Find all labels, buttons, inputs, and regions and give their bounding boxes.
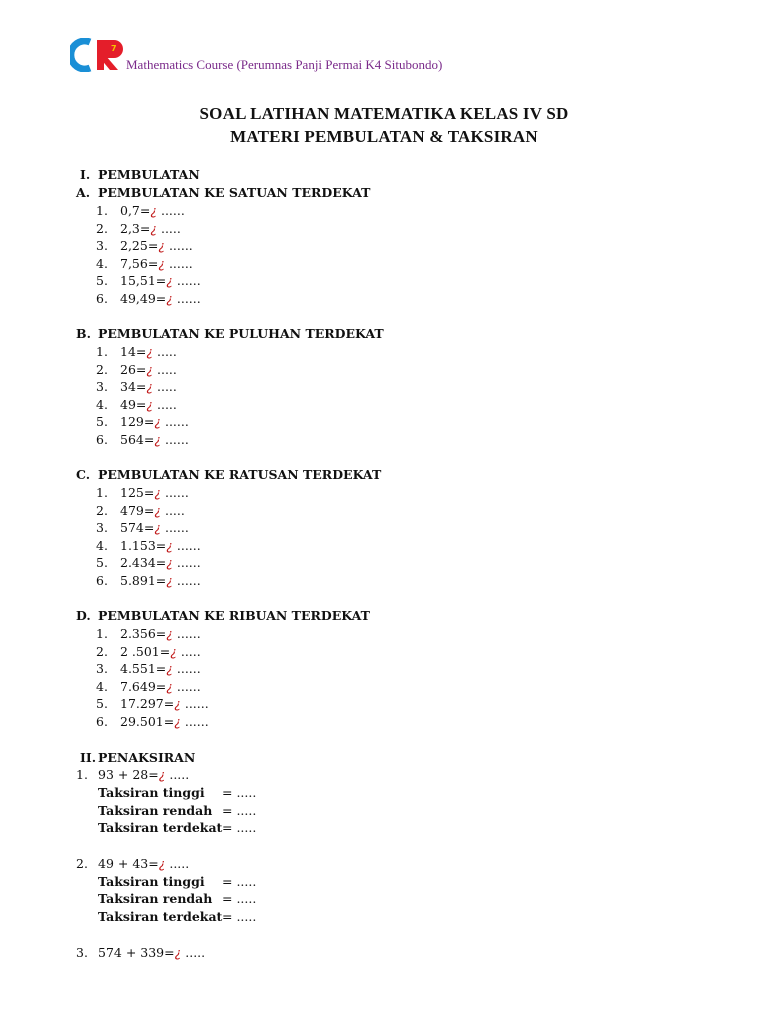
item-text — [120, 413, 189, 431]
answer-blank: ...... — [168, 238, 193, 253]
item-number: 2. — [96, 221, 108, 236]
estimate-value: = ..... — [222, 803, 257, 818]
mark-glyph: ¿ — [166, 626, 173, 641]
item-number: 3. — [96, 661, 108, 676]
item-expression: 14= — [120, 344, 147, 359]
answer-blank: ...... — [164, 432, 189, 447]
item-text — [120, 484, 189, 502]
section-number: II. — [80, 750, 97, 765]
mark-glyph: ¿ — [154, 503, 161, 518]
problem-text — [98, 855, 189, 873]
problem-number: 1. — [76, 767, 88, 782]
item-text — [120, 678, 201, 696]
item-number: 4. — [96, 256, 108, 271]
document-subtitle: MATERI PEMBULATAN & TAKSIRAN — [230, 127, 538, 146]
item-expression: 1.153= — [120, 538, 167, 553]
estimate-label: Taksiran terdekat — [98, 909, 223, 924]
mark-glyph: ¿ — [166, 538, 173, 553]
mark-glyph: ¿ — [150, 203, 157, 218]
item-text — [120, 519, 189, 537]
item-text — [120, 255, 193, 273]
answer-blank: ..... — [157, 362, 177, 377]
answer-blank: ...... — [176, 538, 201, 553]
item-expression: 15,51= — [120, 273, 167, 288]
item-number: 1. — [96, 485, 108, 500]
mark-glyph: ¿ — [154, 485, 161, 500]
answer-blank: ..... — [169, 767, 190, 782]
item-text — [120, 220, 181, 238]
answer-blank: ...... — [184, 696, 209, 711]
item-expression: 17.297= — [120, 696, 175, 711]
subsection-label: B. — [76, 326, 91, 341]
problem-number: 3. — [76, 945, 88, 960]
item-expression: 7,56= — [120, 256, 159, 271]
estimate-label: Taksiran rendah — [98, 891, 213, 906]
item-text — [120, 502, 185, 520]
answer-blank: ..... — [164, 503, 185, 518]
subsection-label: D. — [76, 608, 91, 623]
problem-expression: 49 + 43= — [98, 856, 159, 871]
item-text — [120, 431, 189, 449]
mark-glyph: ¿ — [166, 573, 173, 588]
item-expression: 4.551= — [120, 661, 167, 676]
item-number: 3. — [96, 520, 108, 535]
problem-text — [98, 766, 189, 784]
section-title: PEMBULATAN — [98, 167, 200, 182]
item-text — [120, 361, 177, 379]
item-expression: 125= — [120, 485, 155, 500]
item-number: 4. — [96, 679, 108, 694]
item-expression: 574= — [120, 520, 155, 535]
answer-blank: ...... — [184, 714, 209, 729]
subsection-label: A. — [76, 185, 91, 200]
item-text — [120, 202, 185, 220]
estimate-label: Taksiran tinggi — [98, 785, 205, 800]
item-number: 1. — [96, 626, 108, 641]
subsection-title: PEMBULATAN KE RATUSAN TERDEKAT — [98, 467, 382, 482]
mark-glyph: ¿ — [158, 256, 165, 271]
mark-glyph: ¿ — [158, 767, 166, 782]
answer-blank: ...... — [176, 555, 201, 570]
answer-blank: ..... — [169, 856, 190, 871]
item-expression: 564= — [120, 432, 155, 447]
item-expression: 29.501= — [120, 714, 175, 729]
item-number: 4. — [96, 538, 108, 553]
problem-expression: 93 + 28= — [98, 767, 159, 782]
mark-glyph: ¿ — [146, 379, 154, 394]
subsection-title: PEMBULATAN KE SATUAN TERDEKAT — [98, 185, 371, 200]
mark-glyph: ¿ — [154, 432, 161, 447]
answer-blank: ...... — [176, 273, 201, 288]
answer-blank: ...... — [164, 485, 189, 500]
estimate-value: = ..... — [222, 909, 257, 924]
item-expression: 2,25= — [120, 238, 159, 253]
answer-blank: ...... — [176, 573, 201, 588]
item-expression: 49,49= — [120, 291, 167, 306]
mark-glyph: ¿ — [166, 273, 173, 288]
problem-text — [98, 944, 205, 962]
item-expression: 479= — [120, 503, 155, 518]
course-name: Mathematics Course (Perumnas Panji Permai K4 Situbondo) — [126, 57, 443, 72]
item-expression: 7.649= — [120, 679, 167, 694]
mark-glyph: ¿ — [146, 397, 154, 412]
answer-blank: ...... — [164, 520, 189, 535]
item-number: 6. — [96, 573, 108, 588]
subsection-label: C. — [76, 467, 91, 482]
mark-glyph: ¿ — [146, 362, 154, 377]
item-expression: 2 .501= — [120, 644, 171, 659]
estimate-label: Taksiran terdekat — [98, 820, 223, 835]
item-expression: 2,3= — [120, 221, 151, 236]
subsection-title: PEMBULATAN KE PULUHAN TERDEKAT — [98, 326, 384, 341]
course-logo-icon — [70, 38, 126, 72]
item-number: 4. — [96, 397, 108, 412]
mark-glyph: ¿ — [146, 344, 154, 359]
mark-glyph: ¿ — [166, 661, 173, 676]
answer-blank: ..... — [157, 379, 177, 394]
item-expression: 49= — [120, 397, 147, 412]
mark-glyph: ¿ — [174, 714, 181, 729]
answer-blank: ...... — [176, 679, 201, 694]
mark-glyph: ¿ — [170, 644, 177, 659]
item-text — [120, 713, 209, 731]
item-text — [120, 643, 201, 661]
answer-blank: ..... — [180, 644, 201, 659]
estimate-value: = ..... — [222, 820, 257, 835]
item-text — [120, 237, 193, 255]
item-text — [120, 396, 177, 414]
problem-expression: 574 + 339= — [98, 945, 175, 960]
answer-blank: ...... — [168, 256, 193, 271]
item-expression: 2.434= — [120, 555, 167, 570]
mark-glyph: ¿ — [166, 679, 173, 694]
item-text — [120, 290, 201, 308]
item-expression: 2.356= — [120, 626, 167, 641]
item-text — [120, 537, 201, 555]
item-number: 5. — [96, 696, 108, 711]
item-text — [120, 695, 209, 713]
item-number: 5. — [96, 555, 108, 570]
mark-glyph: ¿ — [174, 945, 182, 960]
item-number: 5. — [96, 273, 108, 288]
item-number: 1. — [96, 344, 108, 359]
mark-glyph: ¿ — [174, 696, 181, 711]
section-number: I. — [80, 167, 91, 182]
mark-glyph: ¿ — [150, 221, 157, 236]
mark-glyph: ¿ — [166, 555, 173, 570]
item-text — [120, 660, 201, 678]
estimate-label: Taksiran tinggi — [98, 874, 205, 889]
subsection-title: PEMBULATAN KE RIBUAN TERDEKAT — [98, 608, 370, 623]
item-expression: 129= — [120, 414, 155, 429]
item-expression: 5.891= — [120, 573, 167, 588]
item-text — [120, 625, 201, 643]
item-text — [120, 572, 201, 590]
estimate-value: = ..... — [222, 785, 257, 800]
item-number: 2. — [96, 644, 108, 659]
answer-blank: ...... — [176, 291, 201, 306]
document-title: SOAL LATIHAN MATEMATIKA KELAS IV SD — [199, 104, 569, 123]
answer-blank: ...... — [160, 203, 185, 218]
answer-blank: ...... — [176, 661, 201, 676]
item-number: 6. — [96, 714, 108, 729]
item-number: 1. — [96, 203, 108, 218]
item-number: 6. — [96, 432, 108, 447]
mark-glyph: ¿ — [166, 291, 173, 306]
section-title: PENAKSIRAN — [98, 750, 196, 765]
item-text — [120, 554, 201, 572]
mark-glyph: ¿ — [158, 856, 166, 871]
item-expression: 26= — [120, 362, 147, 377]
answer-blank: ..... — [157, 397, 177, 412]
item-expression: 34= — [120, 379, 147, 394]
problem-number: 2. — [76, 856, 88, 871]
item-text — [120, 378, 177, 396]
estimate-value: = ..... — [222, 891, 257, 906]
item-number: 6. — [96, 291, 108, 306]
mark-glyph: ¿ — [154, 520, 161, 535]
estimate-value: = ..... — [222, 874, 257, 889]
item-number: 5. — [96, 414, 108, 429]
answer-blank: ..... — [157, 344, 177, 359]
item-number: 2. — [96, 503, 108, 518]
answer-blank: ...... — [176, 626, 201, 641]
answer-blank: ...... — [164, 414, 189, 429]
answer-blank: ..... — [185, 945, 206, 960]
item-number: 3. — [96, 238, 108, 253]
estimate-label: Taksiran rendah — [98, 803, 213, 818]
answer-blank: ..... — [160, 221, 181, 236]
item-text — [120, 343, 177, 361]
item-number: 2. — [96, 362, 108, 377]
item-expression: 0,7= — [120, 203, 151, 218]
svg-text:7: 7 — [111, 44, 117, 53]
mark-glyph: ¿ — [158, 238, 165, 253]
item-number: 3. — [96, 379, 108, 394]
mark-glyph: ¿ — [154, 414, 161, 429]
item-text — [120, 272, 201, 290]
